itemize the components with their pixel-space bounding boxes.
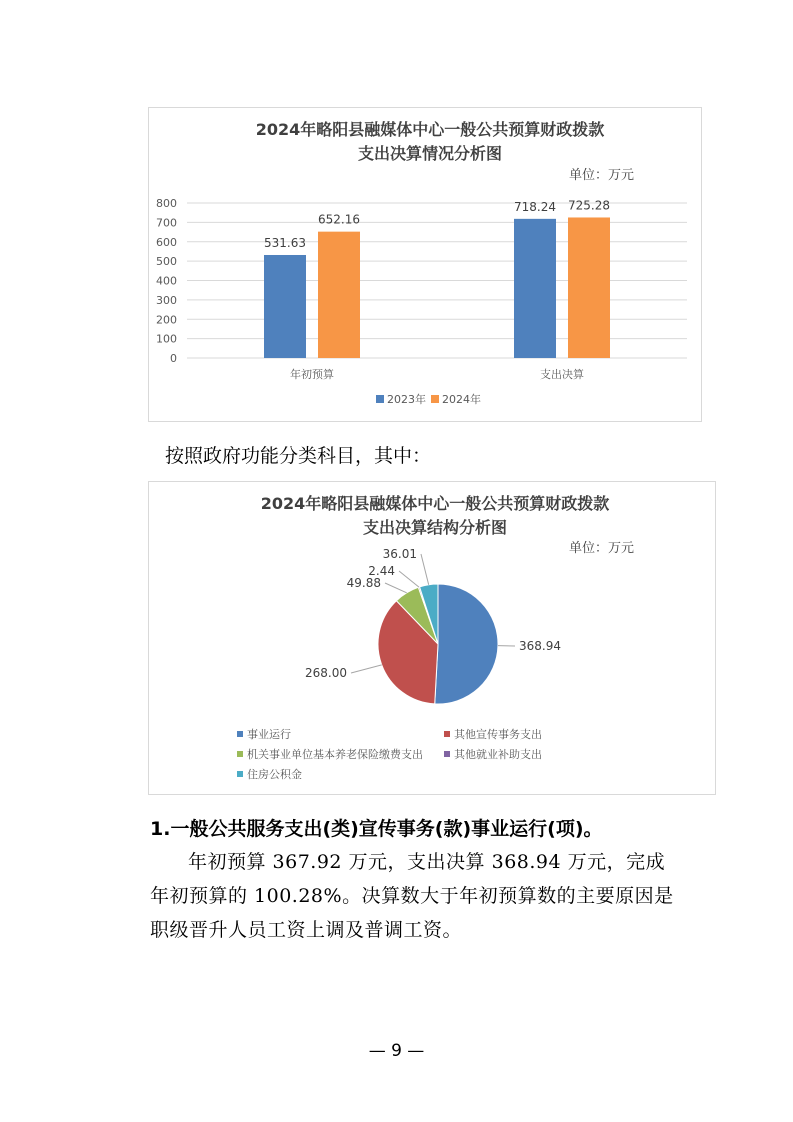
pie-value-label: 49.88 — [346, 576, 381, 590]
x-category-label: 支出决算 — [540, 368, 584, 381]
pie-leader-line — [399, 571, 419, 587]
legend-label: 其他就业补助支出 — [454, 748, 542, 761]
legend-label: 2023年 — [387, 393, 426, 406]
y-tick-label: 0 — [170, 352, 177, 365]
bar-chart-title-line2: 支出决算情况分析图 — [357, 144, 503, 163]
legend-swatch — [431, 395, 439, 403]
pie-chart — [149, 482, 715, 794]
pie-value-label: 2.44 — [368, 564, 395, 578]
bar-chart-unit: 单位：万元 — [569, 168, 635, 183]
legend-swatch — [444, 751, 450, 757]
legend-label: 其他宣传事务支出 — [454, 728, 542, 741]
pie-value-label: 368.94 — [519, 639, 561, 653]
legend-swatch — [444, 731, 450, 737]
y-tick-label: 300 — [156, 293, 177, 307]
bar-chart-title-line1: 2024年略阳县融媒体中心一般公共预算财政拨款 — [255, 120, 605, 139]
bar — [264, 255, 306, 358]
y-tick-label: 600 — [156, 235, 177, 249]
bar-value-label: 718.24 — [514, 199, 556, 214]
legend-label: 2024年 — [442, 393, 481, 406]
bar-value-label: 725.28 — [568, 198, 610, 213]
pie-slice — [435, 584, 498, 704]
bar — [318, 232, 360, 358]
intro-line: 按照政府功能分类科目，其中： — [165, 445, 432, 467]
legend-label: 机关事业单位基本养老保险缴费支出 — [247, 748, 423, 761]
pie-chart-title-line1: 2024年略阳县融媒体中心一般公共预算财政拨款 — [260, 494, 610, 513]
y-tick-label: 700 — [156, 216, 177, 230]
bar — [568, 217, 610, 358]
pie-value-label: 268.00 — [305, 666, 347, 680]
y-tick-label: 100 — [156, 332, 177, 346]
legend-swatch — [237, 771, 243, 777]
legend-label: 住房公积金 — [247, 768, 302, 781]
bar-value-label: 652.16 — [318, 212, 360, 227]
y-tick-label: 800 — [156, 197, 177, 210]
y-tick-label: 200 — [156, 313, 177, 327]
legend-swatch — [237, 731, 243, 737]
page-number: — 9 — — [368, 1041, 425, 1061]
pie-chart-panel — [148, 481, 716, 795]
x-category-label: 年初预算 — [290, 368, 334, 381]
pie-chart-unit: 单位：万元 — [569, 541, 635, 556]
pie-leader-line — [351, 665, 382, 673]
body-paragraph: 年初预算 367.92 万元，支出决算 368.94 万元，完成年初预算的 100.28%。决算数大于年初预算数的主要原因是职级晋升人员工资上调及普调工资。 — [150, 851, 674, 941]
bar-chart-panel — [148, 107, 702, 422]
pie-leader-line — [385, 583, 407, 593]
bar-value-label: 531.63 — [264, 235, 306, 250]
pie-value-label: 36.01 — [382, 547, 417, 561]
legend-swatch — [237, 751, 243, 757]
bar — [514, 219, 556, 358]
y-tick-label: 400 — [156, 274, 177, 288]
bar-chart — [149, 108, 701, 421]
pie-chart-title-line2: 支出决算结构分析图 — [362, 518, 508, 537]
pie-leader-line — [421, 554, 429, 585]
legend-swatch — [376, 395, 384, 403]
y-tick-label: 500 — [156, 255, 177, 269]
legend-label: 事业运行 — [247, 728, 291, 741]
section-heading: 1.一般公共服务支出(类)宣传事务(款)事业运行(项)。 — [150, 818, 603, 840]
